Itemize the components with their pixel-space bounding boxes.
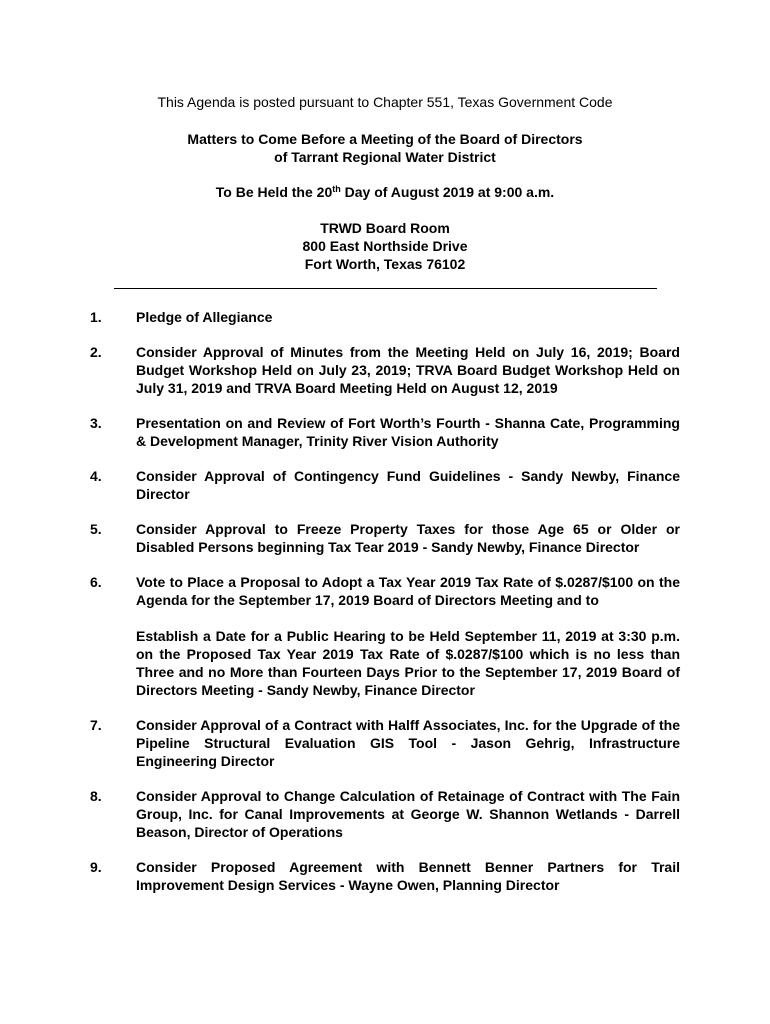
location-street: 800 East Northside Drive bbox=[302, 238, 468, 254]
meeting-date-ordinal: th bbox=[332, 184, 341, 194]
agenda-item-text: Presentation on and Review of Fort Worth’s Fourth - Shanna Cate, Programming & Development Manager, Trinity River Vision Authority bbox=[136, 415, 680, 449]
meeting-date-prefix: To Be Held the 20 bbox=[215, 184, 333, 200]
agenda-item-text: Consider Approval of Minutes from the Meeting Held on July 16, 2019; Board Budget Workshop Held on July 23, 2019; TRVA Board Budget Workshop Held on July 31, 2019 and TRVA Board Meeting Held on August 12, 2019 bbox=[136, 344, 680, 396]
agenda-item-text: Consider Approval to Change Calculation of Retainage of Contract with The Fain Group, Inc. for Canal Improvements at George W. Shannon Wetlands - Darrell Beason, Director of Operations bbox=[136, 788, 680, 840]
agenda-item-number: 1. bbox=[90, 309, 102, 325]
agenda-item-text: Consider Proposed Agreement with Bennett Benner Partners for Trail Improvement Design Services - Wayne Owen, Planning Director bbox=[136, 859, 680, 893]
agenda-item-text: Vote to Place a Proposal to Adopt a Tax Year 2019 Tax Rate of $.0287/$100 on the Agenda for the September 17, 2019 Board of Directors Meeting and to bbox=[136, 574, 680, 608]
agenda-item-number: 5. bbox=[90, 521, 102, 537]
agenda-item-4 bbox=[0, 467, 770, 503]
agenda-list bbox=[0, 308, 770, 911]
agenda-item-text: Pledge of Allegiance bbox=[136, 309, 273, 325]
agenda-item-6 bbox=[0, 573, 770, 699]
agenda-item-2 bbox=[0, 343, 770, 397]
agenda-item-number: 7. bbox=[90, 717, 102, 733]
agenda-item-9 bbox=[0, 858, 770, 894]
meeting-location bbox=[0, 219, 770, 273]
agenda-item-number: 9. bbox=[90, 859, 102, 875]
agenda-item-text: Consider Approval of a Contract with Halff Associates, Inc. for the Upgrade of the Pipeline Structural Evaluation GIS Tool - Jason Gehrig, Infrastructure Engineering Director bbox=[136, 717, 680, 769]
meeting-title bbox=[0, 130, 770, 166]
agenda-item-5 bbox=[0, 520, 770, 556]
meeting-date-suffix: Day of August 2019 at 9:00 a.m. bbox=[340, 184, 555, 200]
agenda-item-8 bbox=[0, 787, 770, 841]
agenda-item-3 bbox=[0, 414, 770, 450]
agenda-item-text-continued: Establish a Date for a Public Hearing to be Held September 11, 2019 at 3:30 p.m. on the Proposed Tax Year 2019 Tax Rate of $.0287/$100 which is no less than Three and no More than Fourteen Days Prior to the September 17, 2019 Board of Directors Meeting - Sandy Newby, Finance Director bbox=[136, 628, 680, 698]
agenda-item-number: 6. bbox=[90, 574, 102, 590]
agenda-item-number: 8. bbox=[90, 788, 102, 804]
header-divider bbox=[114, 288, 657, 289]
meeting-title-line-1: Matters to Come Before a Meeting of the Board of Directors bbox=[187, 131, 583, 147]
agenda-item-7 bbox=[0, 716, 770, 770]
location-name: TRWD Board Room bbox=[320, 220, 450, 236]
meeting-date bbox=[0, 183, 770, 201]
agenda-item-number: 3. bbox=[90, 415, 102, 431]
agenda-item-number: 2. bbox=[90, 344, 102, 360]
agenda-item-text: Consider Approval of Contingency Fund Guidelines - Sandy Newby, Finance Director bbox=[136, 468, 680, 502]
meeting-title-line-2: of Tarrant Regional Water District bbox=[274, 149, 496, 165]
agenda-item-text: Consider Approval to Freeze Property Taxes for those Age 65 or Older or Disabled Persons beginning Tax Tear 2019 - Sandy Newby, Finance Director bbox=[136, 521, 680, 555]
agenda-item-1 bbox=[0, 308, 770, 326]
agenda-item-number: 4. bbox=[90, 468, 102, 484]
location-city: Fort Worth, Texas 76102 bbox=[304, 256, 466, 272]
posted-notice: This Agenda is posted pursuant to Chapter 551, Texas Government Code bbox=[157, 94, 613, 110]
